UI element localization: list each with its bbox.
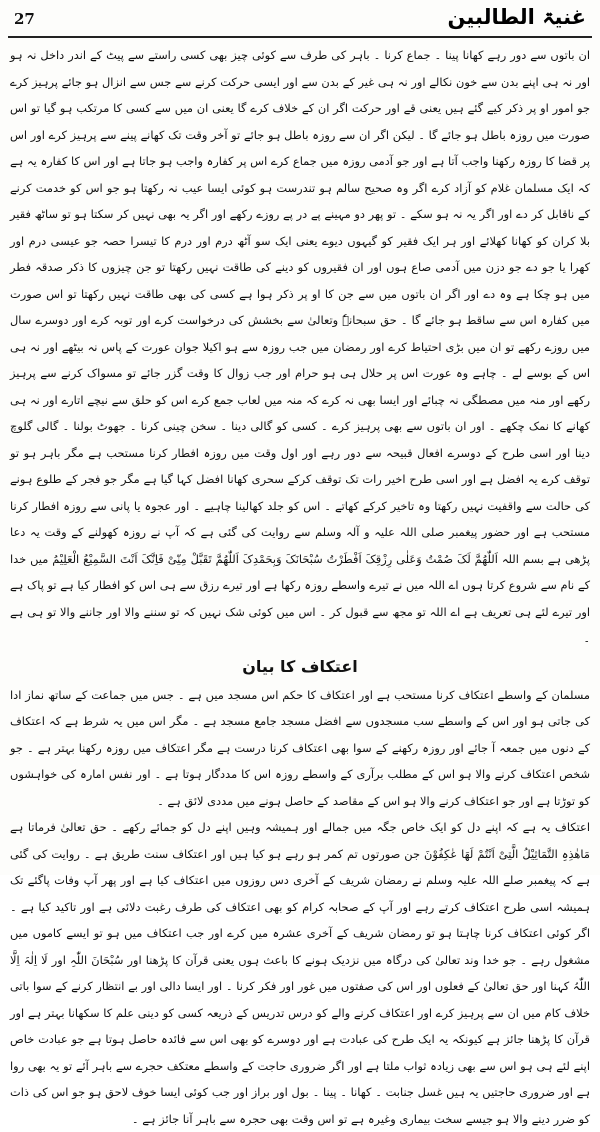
- page-number: 27: [14, 10, 35, 28]
- section-heading-itikaf: اعتکاف کا بیان: [242, 656, 358, 676]
- paragraph-fasting-rules: ان باتوں سے دور رہے کھانا پینا ۔ جماع کرنا ۔ باہر کی طرف سے کوئی چیز بھی کسی راستے سے پیٹ کے اندر داخل نہ ہو اور نہ ہی اپنے بدن سے خون نکالے اور نہ ہی غیر کے بدن سے اور ایسی حرکت کرنے سے جس سے انزال ہو جائے پرہیز کرے جو امور او پر ذکر کیے گئے ہیں یعنی قے اور حرکت اگر ان کے خلاف کرے گا یعنی ان میں سے کسی کا مرتکب ہو گیا تو اس صورت میں روزہ باطل ہو جائے گا ۔ لیکن اگر ان سے روزہ باطل ہو جائے تو آخر وقت تک کھانے پینے سے پرہیز کرے اور اس پر قضا کا روزہ رکھنا واجب آتا ہے اور جو آدمی روزہ میں جماع کرے اس پر کفارہ واجب ہو جاتا ہے اور اس کا کفارہ یہ ہے کہ ایک مسلمان غلام کو آزاد کرے اگر وہ صحیح سالم ہو تندرست ہو کوئی ایسا عیب نہ رکھتا ہو جو اس کو خدمت کرنے کے ناقابل کر دے اور اگر یہ نہ ہو سکے ۔ تو پھر دو مہینے پے در پے روزے رکھے اور اگر یہ بھی نہیں کر سکتا ہو تو ساٹھ فقیر بلا کران کو کھانا کھلائے اور ہر ایک فقیر کو گیہوں دیوے یعنی ایک سو آٹھ درم اور درم کا تیسرا حصہ جو عیسی درم اور کھرا یا جو دے جو دزن میں آدمی صاع ہوں اور ان فقیروں کو دینے کی طاقت نہیں رکھتا تو جن چیزوں کا ذکر صدقہ فطر میں ہو چکا ہے وہ دے اور اگر ان باتوں میں سے جن کا او پر ذکر ہوا ہے کسی کی بھی طاقت نہیں رکھتا تو اس صورت میں کفارہ اس سے ساقط ہو جائے گا ۔ حق سبحانہٗ وتعالیٰ سے بخشش کی درخواست کرے اور توبہ کرے اور دوسرے سال میں روزے رکھے تو ان میں بڑی احتیاط کرے اور رمضان میں جب روزہ سے ہو اکیلا جوان عورت کے پاس نہ بیٹھے اور نہ ہی اس کے بوسے لے ۔ چاہے وہ عورت اس پر حلال ہی ہو حرام اور جب زوال کا وقت گزر جائے تو مسواک کرنے سے پرہیز رکھے اور منہ میں مصطگی نہ چبائے اور ایسا بھی نہ کرے کہ منہ میں لعاب جمع کرے اس کو حلق سے نیچے اتارے اور نہ ہی کھانے کا نمک چکھے ۔ اور ان باتوں سے بھی پرہیز کرے ۔ کسی کو گالی دینا ۔ سخن چینی کرنا ۔ جھوٹ بولنا ۔ گالی گلوچ دینا اور اسی طرح کے دوسرے افعال قبیحہ سے دور رہے اور اول وقت میں روزہ افطار کرنا مستحب ہے مگر باہر ہو تو توقف کرے یہ افضل ہے اور اسی طرح اخیر رات تک توقف کرکے سحری کھانا افضل کہا گیا ہے مگر جو فجر کے طلوع ہونے کی حالت سے واقفیت نہیں رکھتا وہ تاخیر کرکے کھاتے ۔ اس کو جلد کھالینا چاہیے ۔ اور عجوہ یا پانی سے روزہ افطار کرنا مستحب ہے اور حضور پیغمبر صلی اللہ علیہ و آلہ وسلم سے روایت کی گئی ہے کہ آپ نے روزہ کھولنے کے وقت یہ دعا پڑھی ہے بسم اللہ اَللّٰھُمَّ لَکَ صُمْتُ وَعَلٰی رِزْقِکَ اَفْطَرْتُ سُبْحَانَکَ وَبِحَمْدِکَ اَللّٰھُمَّ تَقَبَّلْ مِنِّیْ فَاِنَّکَ اَنْتَ السَّمِیْعُ الْعَلِیْمُ میں خدا کے نام سے شروع کرتا ہوں اے اللہ میں نے تیرے واسطے روزہ رکھا ہے اور تیرے رزق سے ہی اس کو افطار کیا ہے تو پاک ہے اور تیرے لئے ہی تعریف ہے اے اللہ تو مجھ سے قبول کر ۔ اس میں کوئی شک نہیں کہ تو سننے والا اور جاننے والا تو ہی ہے ۔: [10, 48, 590, 645]
- paragraph-itikaf-intro: مسلمان کے واسطے اعتکاف کرنا مستحب ہے اور اعتکاف کا حکم اس مسجد میں ہے ۔ جس میں جماعت کے ساتھ نماز ادا کی جاتی ہو اور اس کے واسطے سب مسجدوں سے افضل مسجد جامع مسجد ہے ۔ مگر اس میں یہ شرط ہے کہ اعتکاف کے دنوں میں جمعہ آ جائے اور روزہ رکھنے کے سوا بھی اعتکاف کرنا درست ہے مگر اعتکاف میں روزہ رکھنا بہتر ہے ۔ جو شخص اعتکاف کرنے والا ہو اس کے مطلب برآری کے واسطے روزہ اس کا مددگار ہوتا ہے ۔ اور نفس امارہ کی خواہشوں کو توڑتا ہے اور جو اعتکاف کرنے والا ہو اس کے مقاصد کے حاصل ہونے میں مددی لائق ہے ۔: [10, 687, 590, 808]
- page-header: [8, 4, 592, 38]
- paragraph-itikaf-definition: اعتکاف یہ ہے کہ اپنے دل کو ایک خاص جگہ میں جمالے اور ہمیشہ وہیں اپنے دل کو جمائے رکھے ۔ حق تعالیٰ فرماتا ہے مَاھٰذِہِ التَّمَاثِیْلُ الَّتِیْ اَنْتُمْ لَھَا عٰکِفُوْنَ جن صورتوں تم کمر ہو رہے ہو کیا ہیں اور اعتکاف سنت طریق ہے ۔ روایت کی گئی ہے کہ پیغمبر صلے اللہ علیہ وسلم نے رمضان شریف کے آخری دس روزوں میں اعتکاف کیا ہے اور پھر آپ وفات پاگئے تک ہمیشہ اسی طرح اعتکاف کرتے رہے اور آپ کے صحابہ کرام کو بھی اعتکاف کی طرف رغبت دلائی ہے اور تاکید کیا ہے ۔ اگر کوئی اعتکاف کرنا چاہتا ہو تو رمضان شریف کے آخری عشرہ میں کرے اور جب اعتکاف میں ہو تو ایسے کاموں میں مشغول رہے ۔ جو خدا وند تعالیٰ کی درگاہ میں نزدیک ہونے کا باعث ہوں یعنی قرآن کا پڑھنا اور سُبْحَانَ اللّٰہِ اور لَا اِلٰہَ اِلَّا اللّٰہُ کہنا اور حق تعالیٰ کے فعلوں اور اس کی صفتوں میں غور اور فکر کرنا ۔ اور ایسا دالی اور بے انتظار کرنے کے سوا باتی خلاف کام میں ان سے پرہیز کرے اور اعتکاف کرنے والے کو درس تدریس کے ذریعہ کسی کو دینی علم کا سکھانا بہتر ہے اور قرآن کا پڑھنا جائز ہے کیونکہ یہ ایک طرح کی عبادت ہے اور دوسرے کو بھی اس سے فائدہ حاصل ہوتا ہے جو عبادت خاص اپنے لئے ہی ہو اس سے بھی زیادہ ثواب ملتا ہے اور اگر ضروری حاجت کے واسطے معتکف حجرے سے باہر آئے تو یہ بھی روا ہے اور ضروری حاجتیں یہ ہیں غسل جنابت ۔ کھانا ۔ پینا ۔ بول اور براز اور جب کوئی ایسا خوف لاحق ہو جو اس کی ذات کو ضرر دینے والا ہو جیسے سخت بیماری وغیرہ ہے تو اس وقت بھی حجرہ سے باہر آنا جائز ہے ۔: [10, 820, 590, 1126]
- book-title: غنیۃ الطالبین: [447, 5, 586, 29]
- page-body: [10, 42, 590, 1126]
